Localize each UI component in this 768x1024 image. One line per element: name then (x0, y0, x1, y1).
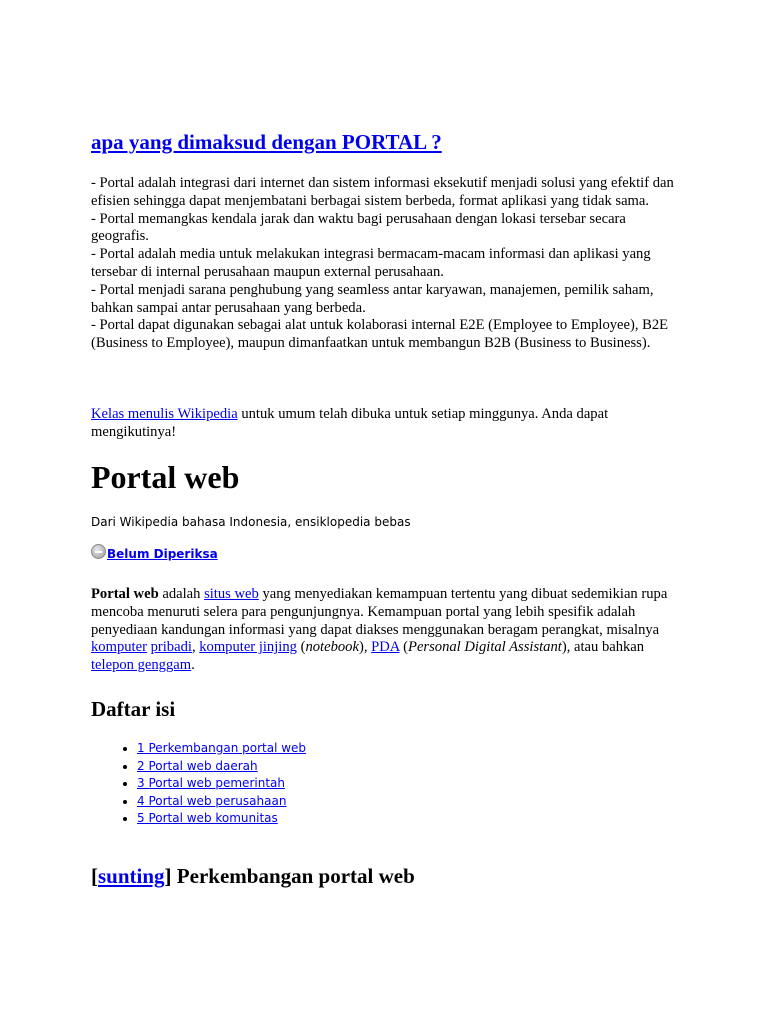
intro-text: , (191, 639, 200, 656)
intro-bold-term: Portal web (91, 586, 159, 602)
article-intro (91, 586, 681, 675)
bracket: [ (91, 864, 98, 888)
toc-link-4[interactable]: 4 Portal web perusahaan (137, 793, 287, 808)
review-status (91, 546, 218, 562)
toc-link-5[interactable]: 5 Portal web komunitas (137, 811, 278, 825)
answer-item: - Portal adalah integrasi dari internet dan sistem informasi eksekutif menjadi solusi yang efektif dan efisien sehingga dapat menjembatani berbagai sistem berbeda, format aplikasi yang tidak sama. (91, 175, 674, 209)
table-of-contents (115, 740, 306, 828)
wiki-class-notice (91, 406, 681, 442)
toc-title: Daftar isi (91, 697, 176, 721)
toc-item (137, 793, 306, 811)
intro-text: ( (296, 639, 306, 656)
section-heading (91, 862, 415, 890)
article-title: Portal web (91, 459, 240, 495)
answer-item: - Portal menjadi sarana penghubung yang seamless antar karyawan, manajemen, pemilik saham, bahkan sampai antar perusahaan yang berbeda. (91, 281, 654, 316)
intro-text: ), (358, 639, 372, 656)
review-status-link[interactable]: Belum Diperiksa (107, 547, 218, 561)
unchecked-status-icon (91, 544, 106, 559)
wiki-class-link[interactable]: Kelas menulis Wikipedia (91, 406, 238, 422)
link-pda[interactable]: PDA (371, 639, 400, 656)
question-title-link[interactable]: apa yang dimaksud dengan PORTAL ? (91, 130, 442, 154)
intro-text: ), atau bahkan (561, 639, 645, 656)
answer-item: - Portal memangkas kendala jarak dan waktu bagi perusahaan dengan lokasi tersebar secara geografis. (91, 210, 626, 245)
section-title: Perkembangan portal web (176, 864, 415, 888)
intro-text: adalah (158, 586, 205, 602)
wiki-class-text: untuk umum telah dibuka untuk setiap minggunya. Anda dapat mengikutinya! (91, 406, 609, 440)
answer-list (91, 175, 681, 353)
link-komputer-jinjing[interactable]: komputer jinjing (199, 639, 297, 656)
link-situs-web[interactable]: situs web (204, 586, 259, 602)
bracket: ] (164, 864, 177, 888)
toc-item (137, 810, 306, 828)
toc-link-1[interactable]: 1 Perkembangan portal web (137, 741, 307, 755)
link-komputer[interactable]: komputer (91, 639, 147, 656)
article-subtitle: Dari Wikipedia bahasa Indonesia, ensiklopedia bebas (91, 515, 411, 529)
intro-text: ( (399, 639, 409, 656)
pda-full-term: Personal Digital Assistant (408, 639, 562, 656)
link-pribadi[interactable]: pribadi (150, 639, 192, 656)
edit-section-link[interactable]: sunting (98, 864, 165, 888)
notebook-term: notebook (305, 639, 359, 656)
intro-text: yang menyediakan kemampuan tertentu yang dibuat sedemikian rupa mencoba menuruti selera para pengunjungnya. Kemampuan portal yang lebih spesifik adalah penyediaan kandungan informasi yang dapat diakses menggunakan beragam perangkat, misalnya (91, 586, 668, 638)
answer-item: - Portal dapat digunakan sebagai alat untuk kolaborasi internal E2E (Employee to Employee), B2E (Business to Employee), maupun dimanfaatkan untuk membangun B2B (Business to Business). (91, 317, 669, 352)
answer-item: - Portal adalah media untuk melakukan integrasi bermacam-macam informasi dan aplikasi yang tersebar di internal perusahaan maupun external perusahaan. (91, 246, 651, 280)
link-telepon-genggam[interactable]: telepon genggam (91, 657, 192, 674)
toc-item (137, 775, 306, 793)
toc-item (137, 740, 306, 758)
intro-text: . (191, 657, 195, 674)
toc-link-2[interactable]: 2 Portal web daerah (137, 758, 258, 773)
toc-item (137, 758, 306, 776)
toc-link-3[interactable]: 3 Portal web pemerintah (137, 776, 285, 790)
